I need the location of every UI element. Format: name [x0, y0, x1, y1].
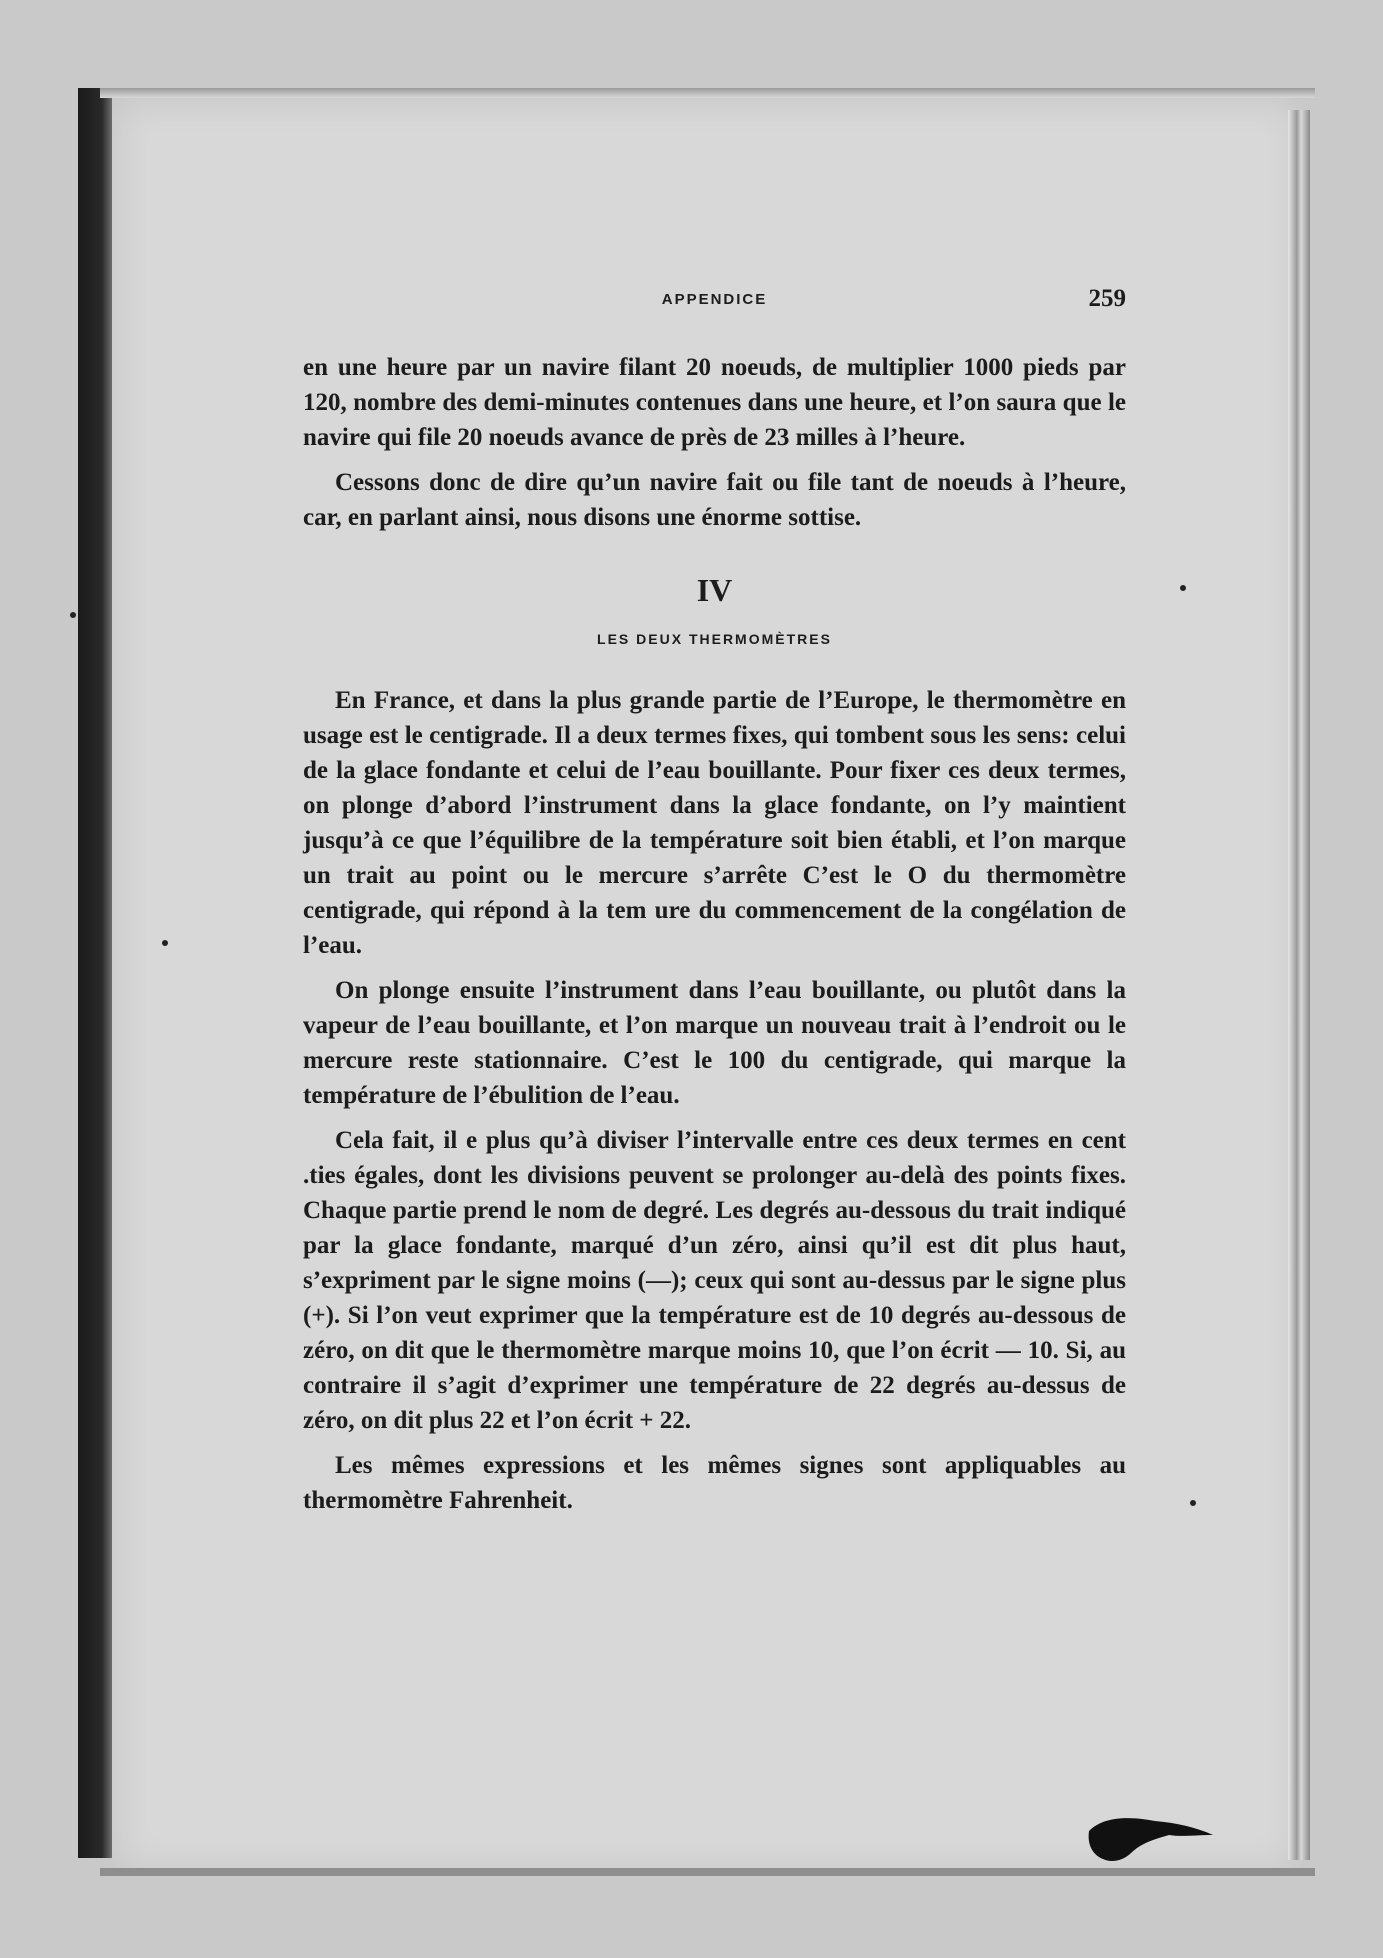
- running-head-title: APPENDICE: [661, 291, 768, 308]
- paragraph: Cessons donc de dire qu’un navire fait ou file tant de noeuds à l’heure, car, en parlant ainsi, nous disons une énorme sottise.: [303, 469, 1126, 531]
- paragraph-continued: en une heure par un navire filant 20 noeuds, de multiplier 1000 pieds par 120, nombre des demi-minutes contenues dans une heure, et l’on saura que le navire qui file 20 noeuds avance de près de 23 milles à l’heure.: [303, 354, 1126, 451]
- running-head: [303, 285, 1126, 319]
- dust-speck: [162, 940, 168, 946]
- page-right-edge: [1288, 110, 1310, 1860]
- dust-speck: [1190, 1500, 1196, 1506]
- section-title: LES DEUX THERMOMÈTRES: [597, 631, 832, 647]
- paragraph: En France, et dans la plus grande partie de l’Europe, le thermomètre en usage est le centigrade. Il a deux termes fixes, qui tombent sous les sens: celui de la glace fondante et celui de l’eau bouillante. Pour fixer ces deux termes, on plonge d’abord l’instrument dans la glace fondante, on l’y maintient jusqu’à ce que l’équilibre de la température soit bien établi, et l’on marque un trait au point ou le mercure s’arrête C’est le O du thermomètre centigrade, qui répond à la tem ure du commencement de la congélation de l’eau.: [303, 687, 1126, 959]
- book-binding: [78, 88, 112, 1858]
- paragraph: Cela fait, il e plus qu’à diviser l’intervalle entre ces deux termes en cent .ties égales, dont les divisions peuvent se prolonger au-delà des points fixes. Chaque partie prend le nom de degré. Les degrés au-dessous du trait indiqué par la glace fondante, marqué d’un zéro, ainsi qu’il est dit plus haut, s’expriment par le signe moins (—); ceux qui sont au-dessus par le signe plus (+). Si l’on veut exprimer que la température est de 10 degrés au-dessous de zéro, on dit que le thermomètre marque moins 10, que l’on écrit — 10. Si, au contraire il s’agit d’exprimer une température de 22 degrés au-dessus de zéro, on dit plus 22 et l’on écrit + 22.: [303, 1127, 1126, 1434]
- dust-speck: [1180, 585, 1186, 591]
- page-body: [303, 350, 1126, 1518]
- section-number: IV: [696, 572, 733, 608]
- page-top-edge: [100, 88, 1315, 98]
- paragraph: On plonge ensuite l’instrument dans l’eau bouillante, ou plutôt dans la vapeur de l’eau bouillante, et l’on marque un nouveau trait à l’endroit ou le mercure reste stationnaire. C’est le 100 du centigrade, qui marque la température de l’ébulition de l’eau.: [303, 977, 1126, 1109]
- page-bottom-edge: [100, 1868, 1315, 1876]
- dust-speck: [70, 612, 76, 618]
- page-number: 259: [1088, 285, 1126, 312]
- paragraph: Les mêmes expressions et les mêmes signes sont appliquables au thermomètre Fahrenheit.: [303, 1452, 1126, 1514]
- ink-blot: [1085, 1805, 1215, 1865]
